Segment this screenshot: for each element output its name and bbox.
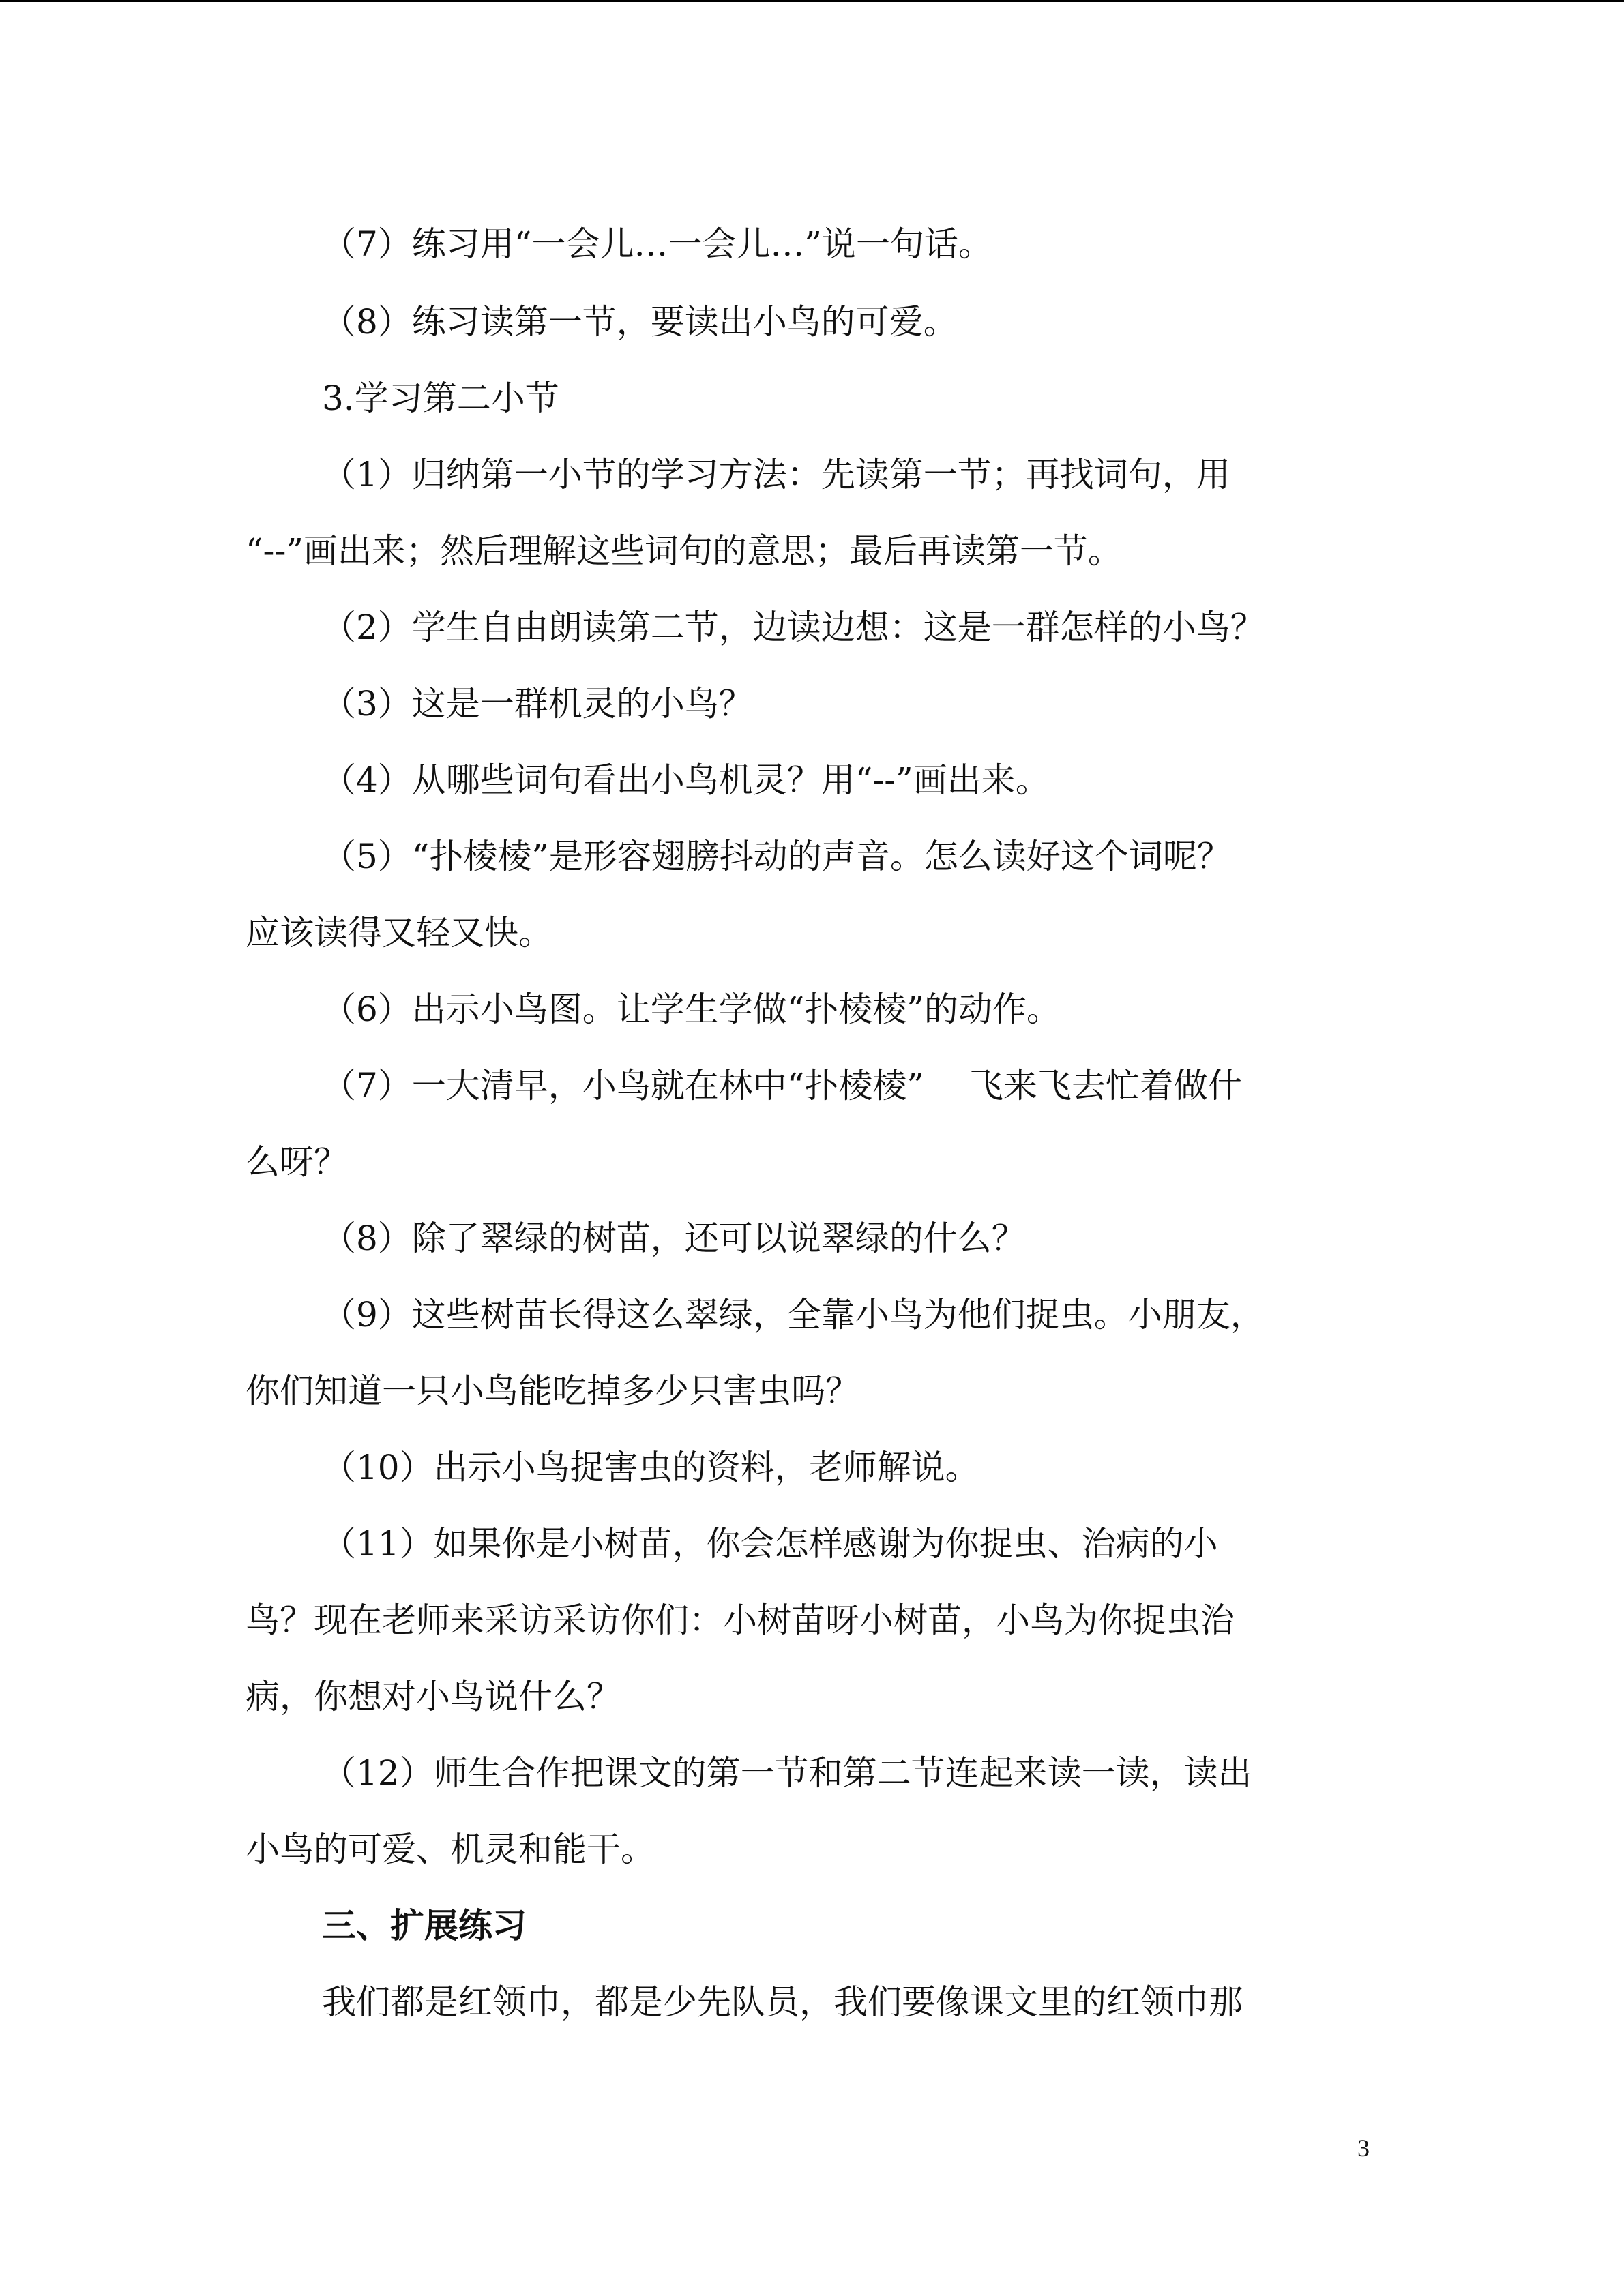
line-text: （4）从哪些词句看出小鸟机灵？用“--”画出来。 <box>322 760 1050 800</box>
text-line <box>0 676 1624 731</box>
text-line <box>0 295 1624 349</box>
line-text: （2）学生自由朗读第二节，边读边想：这是一群怎样的小鸟？ <box>322 608 1265 647</box>
line-text: （10）出示小鸟捉害虫的资料，老师解说。 <box>322 1448 979 1487</box>
text-line <box>0 1211 1624 1266</box>
text-line <box>0 753 1624 807</box>
text-line <box>0 1364 1624 1418</box>
text-line <box>0 600 1624 655</box>
text-line <box>0 1975 1624 2029</box>
text-line <box>0 1822 1624 1877</box>
text-line <box>0 1135 1624 1189</box>
text-line <box>0 1593 1624 1648</box>
line-text: 鸟？现在老师来采访采访你们：小树苗呀小树苗，小鸟为你捉虫治 <box>246 1600 1235 1640</box>
text-line <box>0 982 1624 1037</box>
line-text: 病，你想对小鸟说什么？ <box>246 1677 621 1716</box>
text-line <box>0 1669 1624 1724</box>
line-text: （9）这些树苗长得这么翠绿，全靠小鸟为他们捉虫。小朋友， <box>322 1295 1265 1335</box>
line-text: 我们都是红领巾，都是少先队员，我们要像课文里的红领巾那 <box>322 1982 1243 2022</box>
text-line <box>0 1287 1624 1342</box>
line-text: 3.学习第二小节 <box>322 378 559 418</box>
text-line <box>0 524 1624 578</box>
text-line <box>0 1746 1624 1800</box>
line-text: （6）出示小鸟图。让学生学做“扑棱棱”的动作。 <box>322 989 1061 1029</box>
page-number: 3 <box>1357 2134 1370 2162</box>
line-text: （3）这是一群机灵的小鸟？ <box>322 684 753 724</box>
line-text: （7）一大清早，小鸟就在林中“扑棱棱” 飞来飞去忙着做什 <box>322 1066 1242 1105</box>
line-text: （7）练习用“一会儿…一会儿…”说一句话。 <box>322 224 992 264</box>
text-line <box>0 1440 1624 1495</box>
line-text: 应该读得又轻又快。 <box>246 913 552 953</box>
line-text: （5）“扑棱棱”是形容翅膀抖动的声音。怎么读好这个词呢？ <box>322 837 1231 876</box>
line-text: 小鸟的可爱、机灵和能干。 <box>246 1830 655 1869</box>
line-text: （8）练习读第一节，要读出小鸟的可爱。 <box>322 302 958 342</box>
section-heading <box>0 1898 1624 1953</box>
line-text: （12）师生合作把课文的第一节和第二节连起来读一读，读出 <box>322 1753 1252 1793</box>
text-line <box>0 906 1624 960</box>
line-text: 你们知道一只小鸟能吃掉多少只害虫吗？ <box>246 1371 859 1411</box>
section-subheading <box>0 371 1624 426</box>
line-text: （8）除了翠绿的树苗，还可以说翠绿的什么？ <box>322 1219 1026 1258</box>
section-heading-text: 三、扩展练习 <box>322 1906 527 1945</box>
line-text: 么呀？ <box>246 1142 348 1182</box>
line-text: “--”画出来；然后理解这些词句的意思；最后再读第一节。 <box>246 531 1122 571</box>
text-line <box>0 447 1624 502</box>
line-text: （11）如果你是小树苗，你会怎样感谢为你捉虫、治病的小 <box>322 1524 1218 1564</box>
line-text: （1）归纳第一小节的学习方法：先读第一节；再找词句，用 <box>322 455 1230 494</box>
text-line <box>0 1058 1624 1113</box>
text-line <box>0 217 1624 271</box>
text-line <box>0 829 1624 884</box>
text-line <box>0 1517 1624 1571</box>
